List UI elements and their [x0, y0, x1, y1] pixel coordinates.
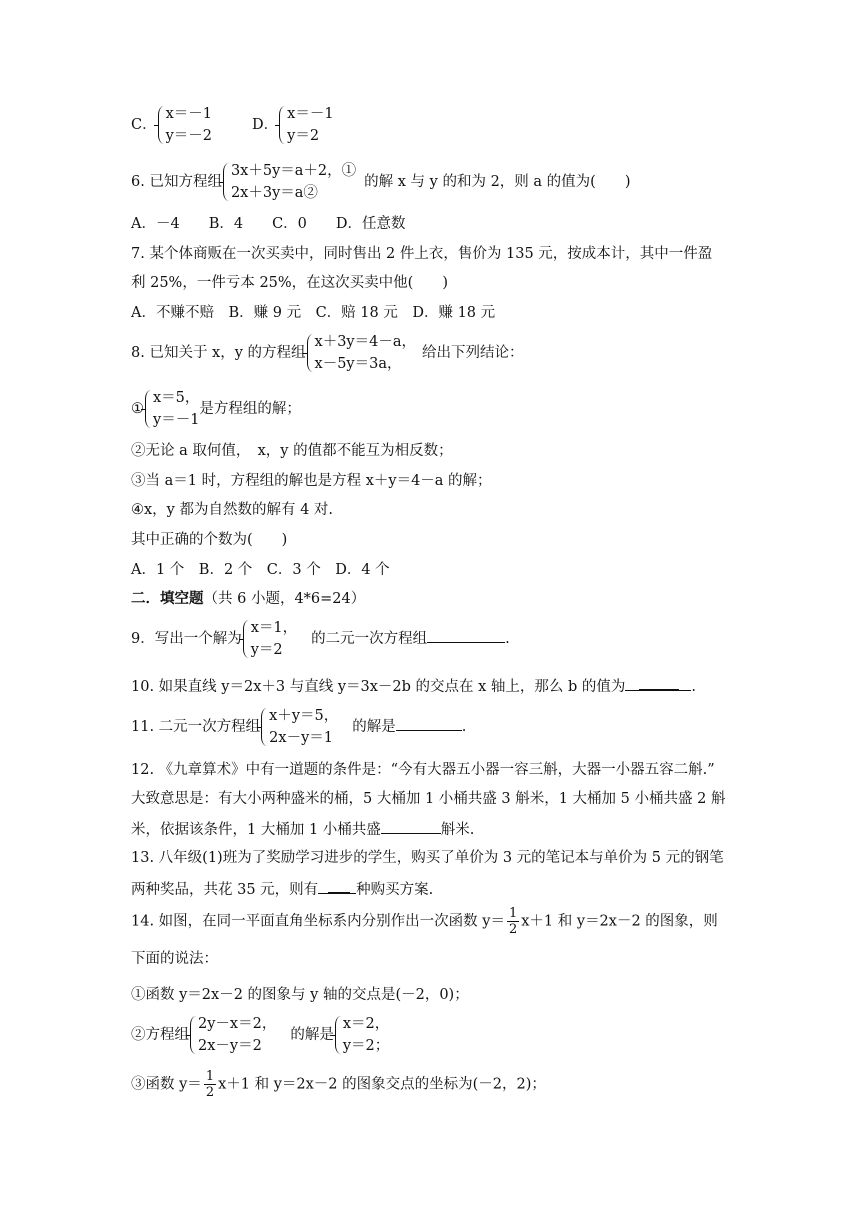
q5-options-line [131, 103, 334, 147]
section-title: 二．填空题 [131, 590, 204, 607]
q9-suffix: 的二元一次方程组 [311, 631, 428, 647]
period: . [461, 719, 467, 735]
q12-text-end: 斛米. [440, 822, 475, 838]
equation: y＝2； [342, 1038, 390, 1054]
answer-blank [679, 674, 691, 691]
equation: x－5y＝3a， [314, 356, 402, 372]
fraction-denominator: 2 [508, 922, 518, 937]
q8-question: 其中正确的个数为( ) [131, 532, 288, 548]
q7-options: A．不赚不赔 B．赚 9 元 C．赔 18 元 D．赚 18 元 [131, 305, 496, 321]
conclusion-text: 是方程组的解； [199, 401, 301, 417]
q10-text: 10. 如果直线 y＝2x＋3 与直线 y＝3x－2b 的交点在 x 轴上，那么 b 的值为 [131, 679, 626, 695]
q8-suffix: 给出下列结论： [422, 345, 524, 361]
period: . [691, 679, 697, 695]
q14-text: x＋1 和 y＝2x－2 的图象，则 [521, 913, 718, 930]
equation: 3x＋5y＝a＋2，① [230, 163, 357, 179]
q9-system [242, 617, 297, 661]
q11-system [260, 705, 338, 749]
q10-stem [131, 673, 696, 698]
period: . [505, 631, 510, 647]
q6-stem [131, 160, 630, 204]
q5-option-d-label: D． [252, 117, 279, 133]
equation: x＝1， [250, 620, 298, 636]
q14-statement-3 [131, 1069, 546, 1100]
q14-statement-2-system [189, 1013, 276, 1057]
q9-prefix: 9．写出一个解为 [131, 631, 242, 647]
equation: 2x＋3y＝a② [230, 185, 318, 201]
q14-statement-2 [131, 1013, 389, 1057]
q9-stem [131, 617, 510, 661]
equation: x＝2， [342, 1016, 390, 1032]
statement-mid: 的解是 [290, 1027, 334, 1043]
fraction-one-half [204, 1069, 216, 1100]
answer-blank[interactable] [396, 714, 462, 731]
q14-statement-1: ①函数 y＝2x－2 的图象与 y 轴的交点是(－2，0)； [131, 987, 469, 1003]
equation: x＝－1 [165, 106, 213, 122]
q8-system [306, 331, 416, 375]
q12-line2: 大致意思是：有大小两种盛米的桶，5 大桶加 1 小桶共盛 3 斛米，1 大桶加 5 小桶共盛 2 斛 [131, 791, 726, 807]
q11-suffix: 的解是 [352, 719, 396, 735]
q14-statement-2-answer [334, 1013, 389, 1057]
answer-blank[interactable] [625, 674, 639, 691]
equation: 2x－y＝1 [269, 730, 333, 746]
q5-option-d-system [278, 103, 333, 147]
equation: y＝2 [250, 642, 283, 658]
equation: x＝5， [153, 390, 200, 406]
q8-conclusion-3: ③当 a＝1 时，方程组的解也是方程 x＋y＝4－a 的解； [131, 473, 492, 489]
q13-text-end: 种购买方案. [356, 882, 434, 898]
q6-prefix: 6. 已知方程组 [131, 174, 222, 190]
q8-conclusion-4: ④x，y 都为自然数的解有 4 对. [131, 502, 334, 518]
fraction-denominator: 2 [205, 1085, 215, 1100]
equation: x＋y＝5， [269, 708, 339, 724]
q14-text: 14. 如图，在同一平面直角坐标系内分别作出一次函数 y＝ [131, 913, 505, 930]
q14-line2: 下面的说法： [131, 951, 218, 967]
q6-options: A．－4 B．4 C．0 D．任意数 [131, 216, 406, 232]
answer-blank-bold [639, 673, 679, 691]
equation: y＝－1 [153, 412, 200, 428]
q13-text: 两种奖品，共花 35 元，则有 [131, 882, 319, 898]
statement-text: x＋1 和 y＝2x－2 的图象交点的坐标为(－2，2)； [218, 1076, 546, 1093]
section-heading [131, 588, 365, 610]
q5-option-c-label: C． [131, 117, 157, 133]
q7-line1: 7. 某个体商贩在一次买卖中，同时售出 2 件上衣，售价为 135 元，按成本计，其中一件盈 [131, 246, 713, 262]
q13-line1: 13. 八年级(1)班为了奖励学习进步的学生，购买了单价为 3 元的笔记本与单价为 5 元的钢笔 [131, 850, 724, 866]
q8-conclusion-1 [131, 387, 301, 431]
q7-line2: 利 25%，一件亏本 25%，在这次买卖中他( ) [131, 275, 448, 291]
q11-stem [131, 705, 466, 749]
equation: y＝2 [287, 128, 320, 144]
q8-options: A．1 个 B．2 个 C．3 个 D．4 个 [131, 562, 390, 578]
equation: x＝－1 [287, 106, 334, 122]
statement-prefix: ③函数 y＝ [131, 1076, 202, 1093]
q5-option-c-system [157, 103, 212, 147]
answer-blank[interactable] [381, 817, 441, 834]
section-note: （共 6 小题，4*6=24） [203, 591, 366, 607]
q6-suffix: 的解 x 与 y 的和为 2，则 a 的值为( ) [364, 174, 631, 190]
q8-stem [131, 331, 524, 375]
q13-line2 [131, 876, 433, 901]
equation: 2y－x＝2， [198, 1016, 277, 1032]
q12-text: 米，依据该条件，1 大桶加 1 小桶共盛 [131, 822, 381, 838]
equation: 2x－y＝2 [198, 1038, 262, 1054]
q8-conclusion-1-system [144, 387, 199, 431]
statement-prefix: ②方程组 [131, 1027, 189, 1043]
conclusion-number: ① [131, 401, 144, 417]
fraction-one-half [507, 906, 519, 937]
q14-line1 [131, 906, 718, 937]
equation: y＝－2 [165, 128, 213, 144]
q8-prefix: 8. 已知关于 x，y 的方程组 [131, 345, 306, 361]
equation: x＋3y＝4－a， [314, 334, 416, 350]
q8-conclusion-2: ②无论 a 取何值， x，y 的值都不能互为相反数； [131, 443, 453, 459]
q12-line3 [131, 817, 474, 841]
q12-line1: 12. 《九章算术》中有一道题的条件是：“今有大器五小器一容三斛，大器一小器五容二斛.” [131, 762, 715, 778]
fraction-numerator: 1 [205, 1069, 215, 1084]
q11-prefix: 11. 二元一次方程组 [131, 719, 261, 735]
answer-blank-bold[interactable] [328, 876, 350, 894]
fraction-numerator: 1 [508, 906, 518, 921]
answer-blank [318, 877, 328, 894]
q6-system [222, 160, 356, 204]
answer-blank[interactable] [427, 626, 505, 643]
